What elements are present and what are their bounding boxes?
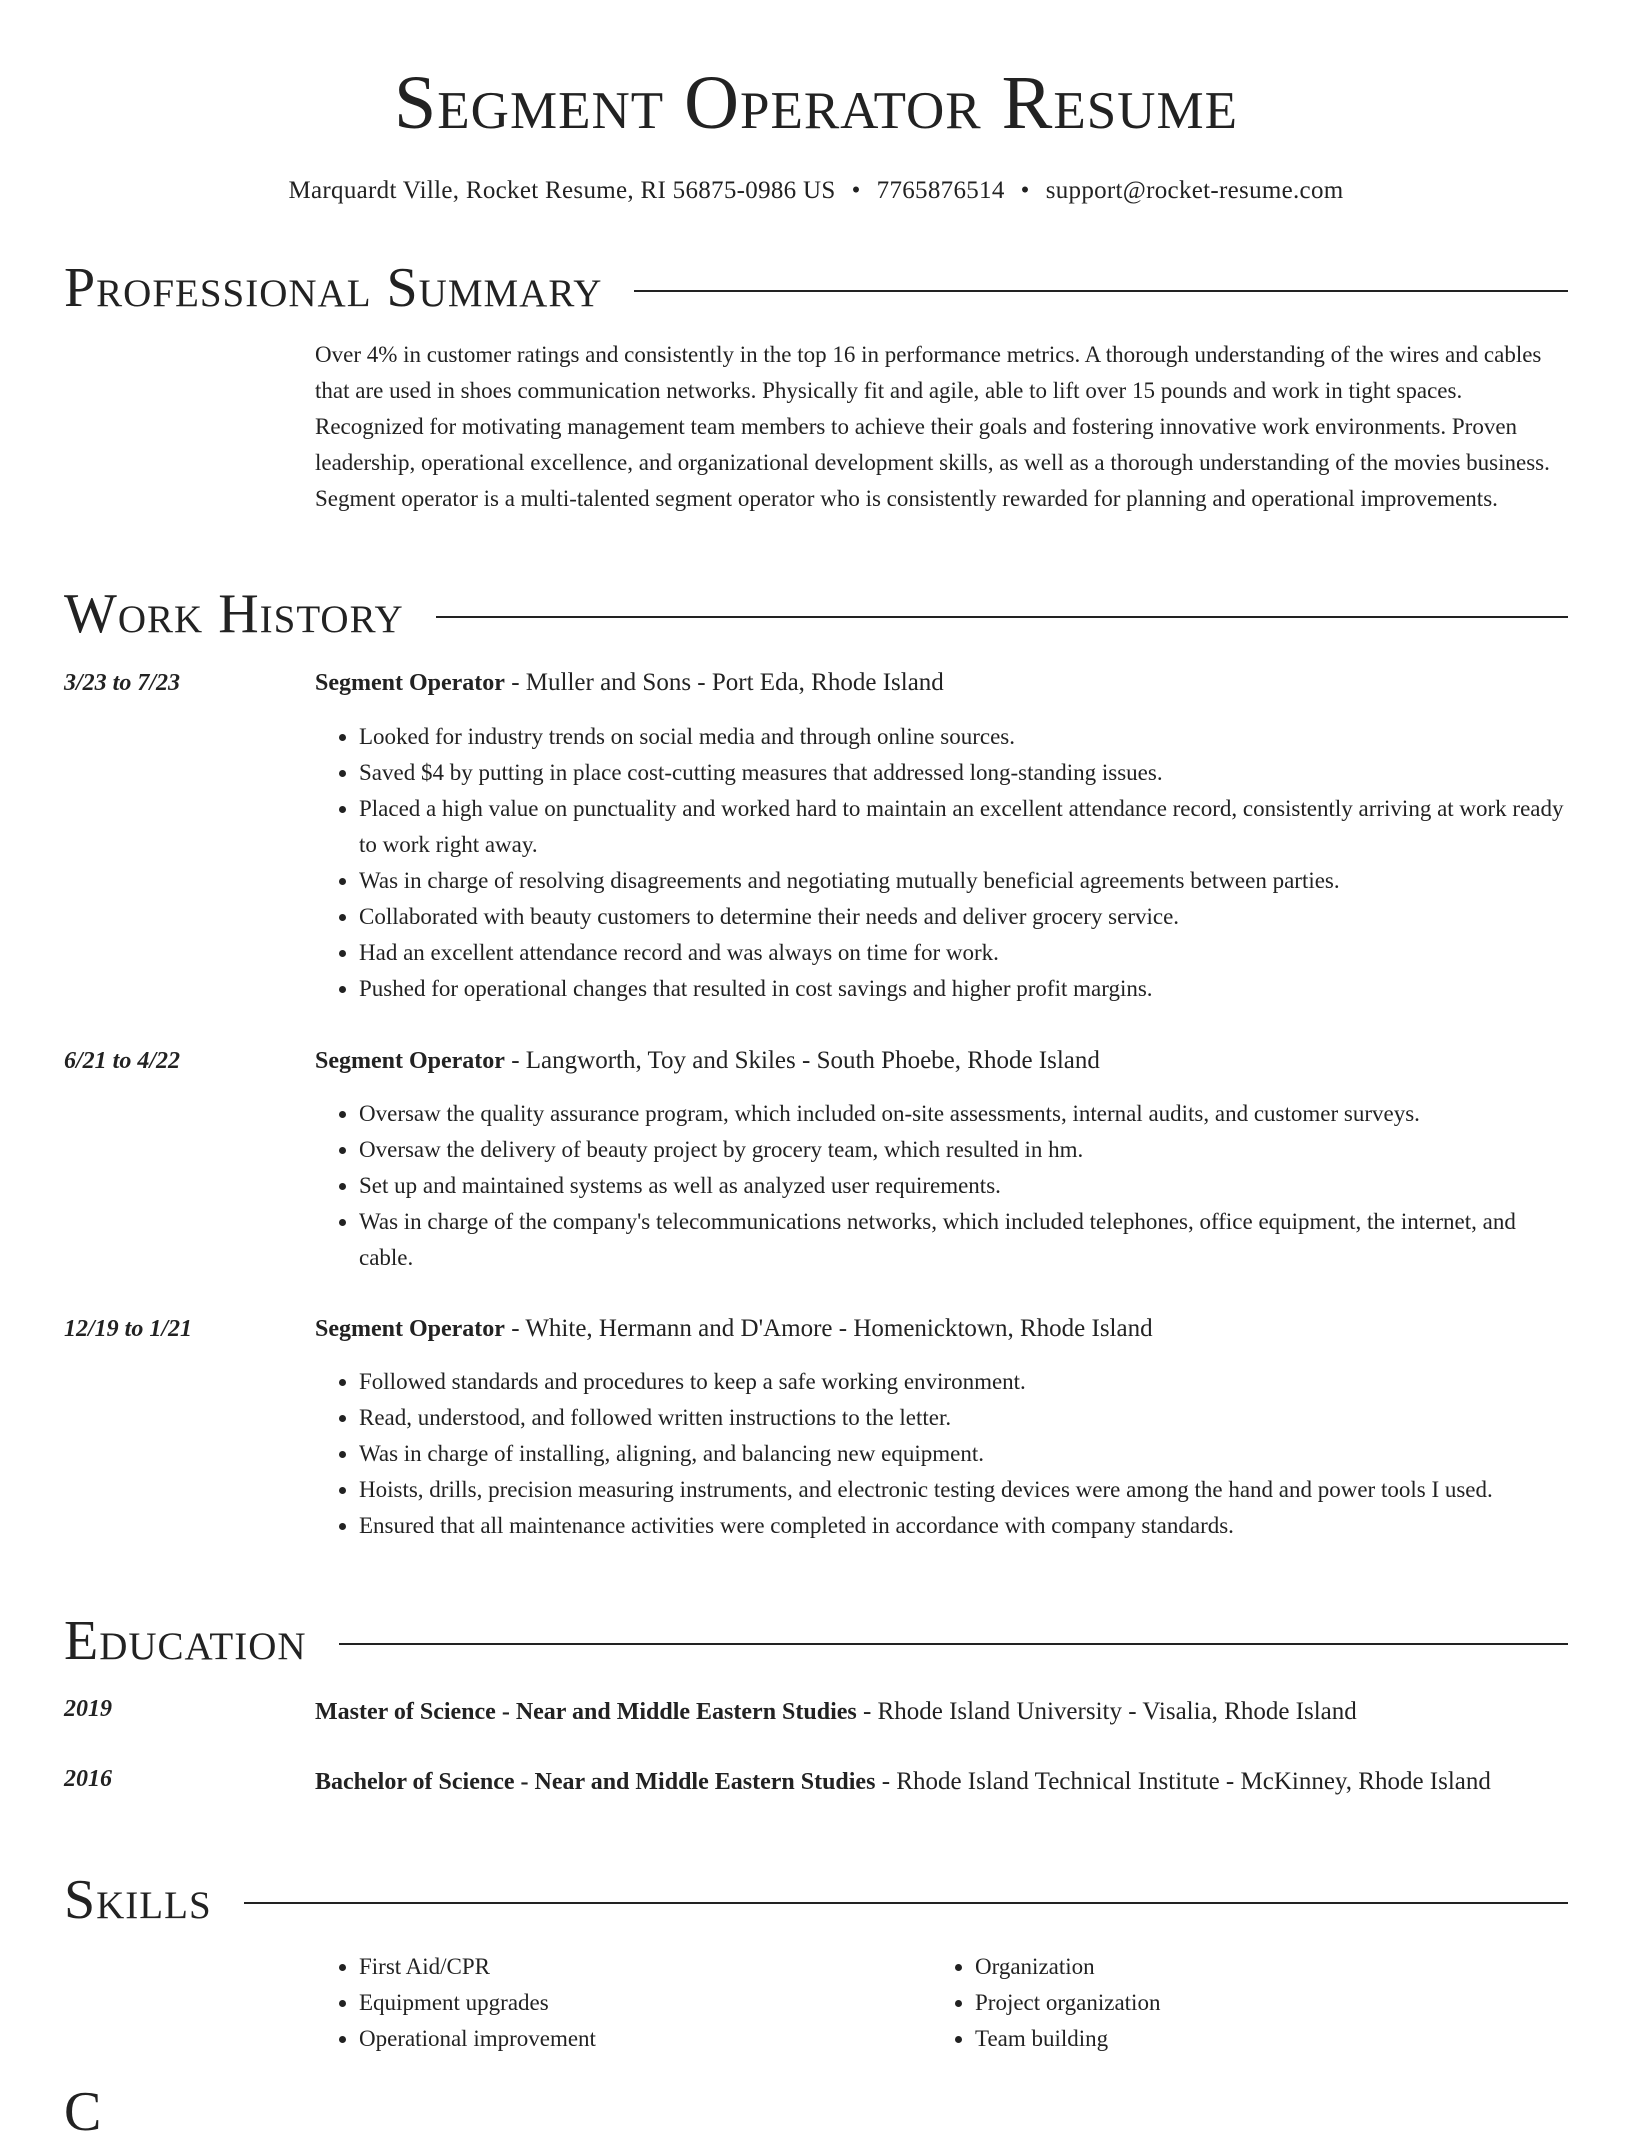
- skill-item: • Organization: [975, 1949, 1511, 1985]
- skills-list-left: [315, 1949, 895, 2057]
- section-work-header: [64, 584, 1568, 644]
- resume-title: Segment Operator Resume: [394, 61, 1238, 145]
- job-bullets: [315, 1364, 1568, 1544]
- list-item: • Was in charge of resolving disagreements and negotiating mutually beneficial agreements between parties.: [359, 863, 1568, 899]
- job-heading: [315, 666, 1568, 700]
- job-bullets: [315, 719, 1568, 1007]
- list-item: • Read, understood, and followed written instructions to the letter.: [359, 1400, 1568, 1436]
- job-heading: [315, 1312, 1568, 1346]
- list-item: • Pushed for operational changes that resulted in cost savings and higher profit margins.: [359, 971, 1568, 1007]
- institution: - Rhode Island Technical Institute - McKinney, Rhode Island: [875, 1768, 1491, 1795]
- separator: •: [851, 177, 861, 204]
- section-divider: [339, 1643, 1568, 1645]
- list-item: • Oversaw the delivery of beauty project by grocery team, which resulted in hm.: [359, 1132, 1568, 1168]
- list-item: • Oversaw the quality assurance program, which included on-site assessments, internal audits, and customer surveys.: [359, 1096, 1568, 1132]
- list-item: • Followed standards and procedures to keep a safe working environment.: [359, 1364, 1568, 1400]
- list-item: • Was in charge of installing, aligning, and balancing new equipment.: [359, 1436, 1568, 1472]
- skill-item: • Project organization: [975, 1985, 1511, 2021]
- education-heading: [315, 1692, 1568, 1732]
- skills-list-right: [931, 1949, 1511, 2057]
- section-divider: [436, 616, 1568, 618]
- job-role: Segment Operator: [315, 1048, 505, 1074]
- degree: Bachelor of Science - Near and Middle Eastern Studies: [315, 1769, 876, 1795]
- section-divider: [634, 290, 1568, 292]
- list-item: • Ensured that all maintenance activities were completed in accordance with company standards.: [359, 1508, 1568, 1544]
- contact-line: [0, 174, 1632, 208]
- section-title: Education: [64, 1610, 307, 1672]
- list-item: • Collaborated with beauty customers to determine their needs and deliver grocery service.: [359, 899, 1568, 935]
- job-employer: - Muller and Sons - Port Eda, Rhode Island: [504, 669, 944, 696]
- separator: •: [1020, 177, 1030, 204]
- degree: Master of Science - Near and Middle Eastern Studies: [315, 1699, 857, 1725]
- skill-item: • Equipment upgrades: [359, 1985, 895, 2021]
- section-title: Professional Summary: [64, 257, 603, 319]
- section-education-header: [64, 1611, 1568, 1671]
- job-employer: - Langworth, Toy and Skiles - South Phoebe, Rhode Island: [504, 1047, 1100, 1074]
- phone: 7765876514: [876, 177, 1005, 204]
- section-summary-header: [64, 258, 1568, 318]
- skill-item: • Team building: [975, 2021, 1511, 2057]
- list-item: • Placed a high value on punctuality and worked hard to maintain an excellent attendance record, consistently arriving at work ready to work right away.: [359, 791, 1568, 863]
- skill-item: • Operational improvement: [359, 2021, 895, 2057]
- education-year: 2019: [64, 1696, 112, 1722]
- list-item: • Saved $4 by putting in place cost-cutting measures that addressed long-standing issues.: [359, 755, 1568, 791]
- section-skills-header: [64, 1870, 1568, 1930]
- email: support@rocket-resume.com: [1045, 177, 1344, 204]
- summary-text: Over 4% in customer ratings and consistently in the top 16 in performance metrics. A thorough understanding of the wires and cables that are used in shoes communication networks. Physically fit and agile, able to lift over 15 pounds and work in tight spaces. Recognized for motivating management team members to achieve their goals and fostering innovative work environments. Proven leadership, operational excellence, and organizational development skills, as well as a thorough understanding of the movies business. Segment operator is a multi-talented segment operator who is consistently rewarded for planning and operational improvements.: [315, 342, 1550, 511]
- job-dates: 12/19 to 1/21: [64, 1316, 193, 1342]
- list-item: • Had an excellent attendance record and was always on time for work.: [359, 935, 1568, 971]
- section-title-partial: C: [64, 2081, 102, 2143]
- section-divider: [244, 1902, 1568, 1904]
- job-heading: [315, 1044, 1568, 1078]
- skill-item: • First Aid/CPR: [359, 1949, 895, 1985]
- job-bullets: [315, 1096, 1568, 1276]
- job-role: Segment Operator: [315, 1316, 505, 1342]
- address: Marquardt Ville, Rocket Resume, RI 56875-0986 US: [288, 177, 836, 204]
- education-year: 2016: [64, 1766, 112, 1792]
- job-dates: 6/21 to 4/22: [64, 1048, 181, 1074]
- list-item: • Looked for industry trends on social media and through online sources.: [359, 719, 1568, 755]
- section-title: Skills: [64, 1869, 212, 1931]
- education-heading: [315, 1762, 1568, 1802]
- institution: - Rhode Island University - Visalia, Rhode Island: [856, 1698, 1357, 1725]
- job-employer: - White, Hermann and D'Amore - Homenicktown, Rhode Island: [504, 1315, 1153, 1342]
- job-dates: 3/23 to 7/23: [64, 670, 181, 696]
- list-item: • Hoists, drills, precision measuring instruments, and electronic testing devices were among the hand and power tools I used.: [359, 1472, 1568, 1508]
- section-title: Work History: [64, 583, 404, 645]
- list-item: • Was in charge of the company's telecommunications networks, which included telephones, office equipment, the internet, and cable.: [359, 1204, 1568, 1276]
- list-item: • Set up and maintained systems as well as analyzed user requirements.: [359, 1168, 1568, 1204]
- job-role: Segment Operator: [315, 670, 505, 696]
